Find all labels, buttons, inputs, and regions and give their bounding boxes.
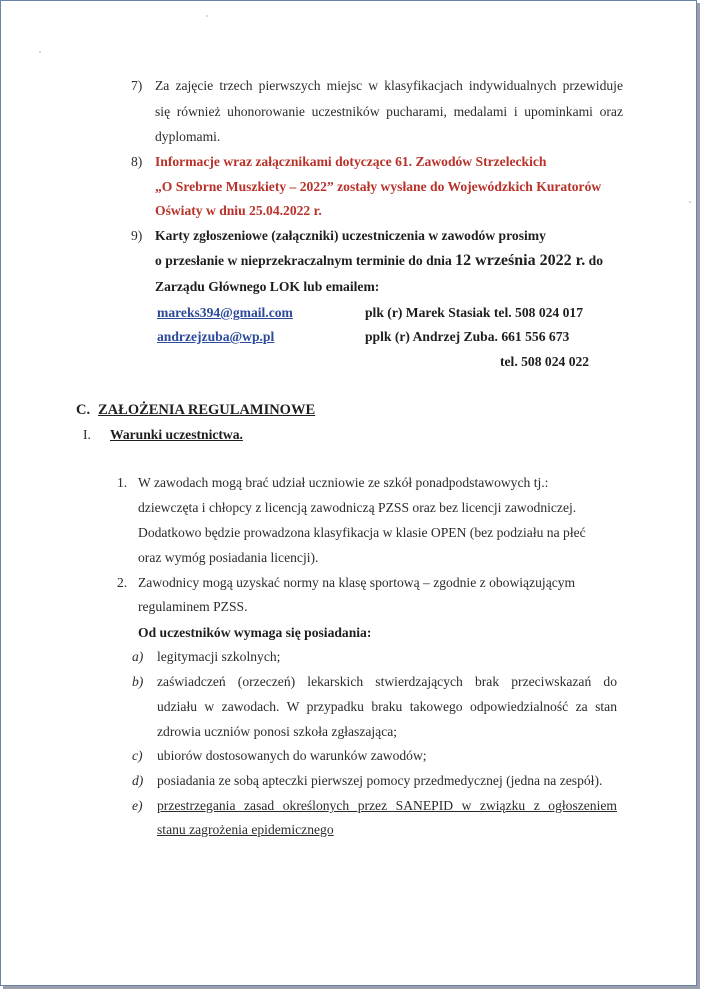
req-b-letter: b) xyxy=(132,674,144,689)
item-9-line-1: Karty zgłoszeniowe (załączniki) uczestniczenia w zawodów prosimy xyxy=(155,228,546,243)
req-e-line-2: stanu zagrożenia epidemicznego xyxy=(157,822,334,837)
req-c-line-1: ubiorów dostosowanych do warunków zawodów; xyxy=(157,748,427,763)
section-c-label: C. xyxy=(76,402,91,418)
item-7-line-2: się również uhonorowanie uczestników pucharami, medalami i upominkami oraz xyxy=(155,104,623,119)
point-1-line-2: dziewczęta i chłopcy z licencją zawodniczą PZSS oraz bez licencji zawodniczej. xyxy=(138,500,577,515)
scan-speck xyxy=(689,201,691,203)
point-2-number: 2. xyxy=(117,575,128,590)
deadline-date: 12 września 2022 r. xyxy=(455,252,586,269)
req-e-line-1: przestrzegania zasad określonych przez SANEPID w związku z ogłoszeniem xyxy=(157,798,617,813)
contact-zuba-tel: tel. 508 024 022 xyxy=(500,354,590,369)
contact-zuba: pplk (r) Andrzej Zuba. 661 556 673 xyxy=(365,329,570,344)
item-9-line-2-text: o przesłanie w nieprzekraczalnym terminie do dnia xyxy=(155,253,456,268)
point-1-number: 1. xyxy=(117,475,128,490)
email-link-zuba[interactable]: andrzejzuba@wp.pl xyxy=(157,329,275,344)
item-8-number: 8) xyxy=(131,154,143,169)
item-8-line-3: Oświaty w dniu 25.04.2022 r. xyxy=(155,203,322,218)
point-1-line-1: W zawodach mogą brać udział uczniowie ze szkół ponadpodstawowych tj.: xyxy=(138,475,549,490)
requirements-heading: Od uczestników wymaga się posiadania: xyxy=(138,625,372,640)
item-7-line-1: Za zajęcie trzech pierwszych miejsc w klasyfikacjach indywidualnych przewiduje xyxy=(155,78,623,93)
req-c-letter: c) xyxy=(132,748,143,763)
req-e-letter: e) xyxy=(132,798,143,813)
subsection-i-title: Warunki uczestnictwa. xyxy=(110,427,243,442)
point-1-line-4: oraz wymóg posiadania licencji). xyxy=(138,550,319,565)
item-7-line-3: dyplomami. xyxy=(155,129,221,144)
item-9-number: 9) xyxy=(131,228,143,243)
item-9-line-2 xyxy=(155,253,603,269)
point-1-line-3: Dodatkowo będzie prowadzona klasyfikacja w klasie OPEN (bez podziału na płeć xyxy=(138,525,586,540)
email-link-stasiak[interactable]: mareks394@gmail.com xyxy=(157,305,293,320)
scan-speck xyxy=(39,51,41,53)
scan-speck xyxy=(206,15,208,17)
item-9-line-2-tail: do xyxy=(585,253,603,268)
req-a-letter: a) xyxy=(132,649,144,664)
item-9-line-3: Zarządu Głównego LOK lub emailem: xyxy=(155,279,380,294)
req-a-line-1: legitymacji szkolnych; xyxy=(157,649,281,664)
item-7-number: 7) xyxy=(131,78,143,93)
item-8-line-2: „O Srebrne Muszkiety – 2022” zostały wysłane do Wojewódzkich Kuratorów xyxy=(155,179,602,194)
point-2-line-1: Zawodnicy mogą uzyskać normy na klasę sportową – zgodnie z obowiązującym xyxy=(138,575,576,590)
req-d-line-1: posiadania ze sobą apteczki pierwszej pomocy przedmedycznej (jedna na zespół). xyxy=(157,773,603,788)
contact-stasiak: plk (r) Marek Stasiak tel. 508 024 017 xyxy=(365,305,583,320)
req-b-line-1: zaświadczeń (orzeczeń) lekarskich stwierdzających brak przeciwskazań do xyxy=(157,674,617,689)
point-2-line-2: regulaminem PZSS. xyxy=(138,599,248,614)
subsection-i-number: I. xyxy=(83,427,91,442)
req-d-letter: d) xyxy=(132,773,144,788)
req-b-line-3: zdrowia uczniów ponosi szkoła zgłaszająca; xyxy=(157,724,398,739)
item-8-line-1: Informacje wraz załącznikami dotyczące 61. Zawodów Strzeleckich xyxy=(155,154,547,169)
req-b-line-2: udziału w zawodach. W przypadku braku takowego odpowiedzialność za stan xyxy=(157,699,617,714)
section-c-title: ZAŁOŻENIA REGULAMINOWE xyxy=(98,402,316,418)
